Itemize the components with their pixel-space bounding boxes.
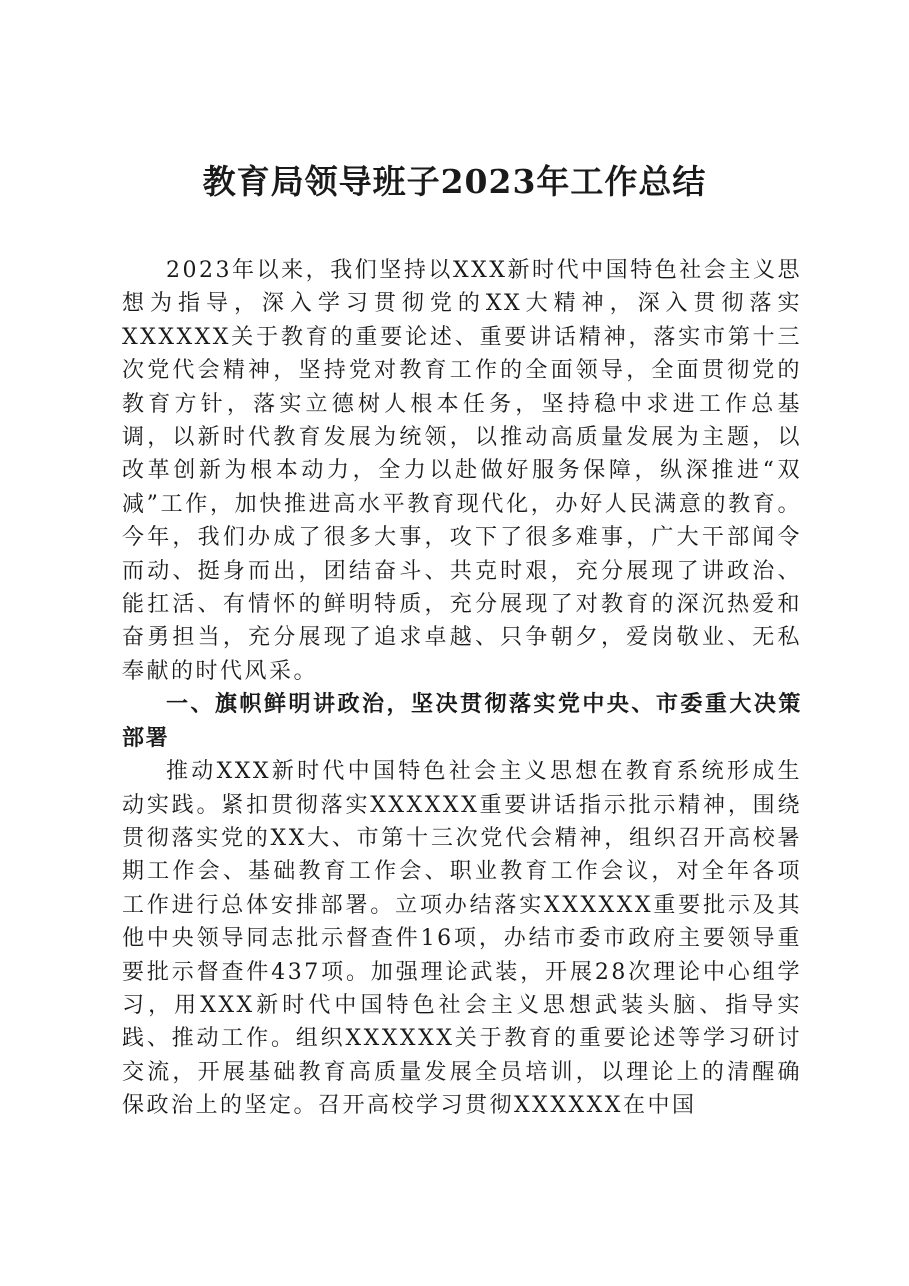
- section-1-paragraph: 推动XXX新时代中国特色社会主义思想在教育系统形成生动实践。紧扣贯彻落实XXXXXX重要讲话指示批示精神，围绕贯彻落实党的XX大、市第十三次党代会精神，组织召开高校暑期工作会、基础教育工作会、职业教育工作会议，对全年各项工作进行总体安排部署。立项办结落实XXXXXX重要批示及其他中央领导同志批示督查件16项，办结市委市政府主要领导重要批示督查件437项。加强理论武装，开展28次理论中心组学习，用XXX新时代中国特色社会主义思想武装头脑、指导实践、推动工作。组织XXXXXX关于教育的重要论述等学习研讨交流，开展基础教育高质量发展全员培训，以理论上的清醒确保政治上的坚定。召开高校学习贯彻XXXXXX在中国: [122, 759, 802, 1119]
- document-title: 教育局领导班子2023年工作总结: [202, 162, 707, 201]
- section-heading-1: 一、旗帜鲜明讲政治，坚决贯彻落实党中央、市委重大决策部署: [122, 692, 802, 751]
- document-body: [122, 254, 802, 1123]
- intro-paragraph: 2023年以来，我们坚持以XXX新时代中国特色社会主义思想为指导，深入学习贯彻党的XX大精神，深入贯彻落实XXXXXX关于教育的重要论述、重要讲话精神，落实市第十三次党代会精神，坚持党对教育工作的全面领导，全面贯彻党的教育方针，落实立德树人根本任务，坚持稳中求进工作总基调，以新时代教育发展为统领，以推动高质量发展为主题，以改革创新为根本动力，全力以赴做好服务保障，纵深推进“双减”工作，加快推进高水平教育现代化，办好人民满意的教育。今年，我们办成了很多大事，攻下了很多难事，广大干部闻令而动、挺身而出，团结奋斗、共克时艰，充分展现了讲政治、能扛活、有情怀的鲜明特质，充分展现了对教育的深沉热爱和奋勇担当，充分展现了追求卓越、只争朝夕，爱岗敬业、无私奉献的时代风采。: [122, 258, 802, 684]
